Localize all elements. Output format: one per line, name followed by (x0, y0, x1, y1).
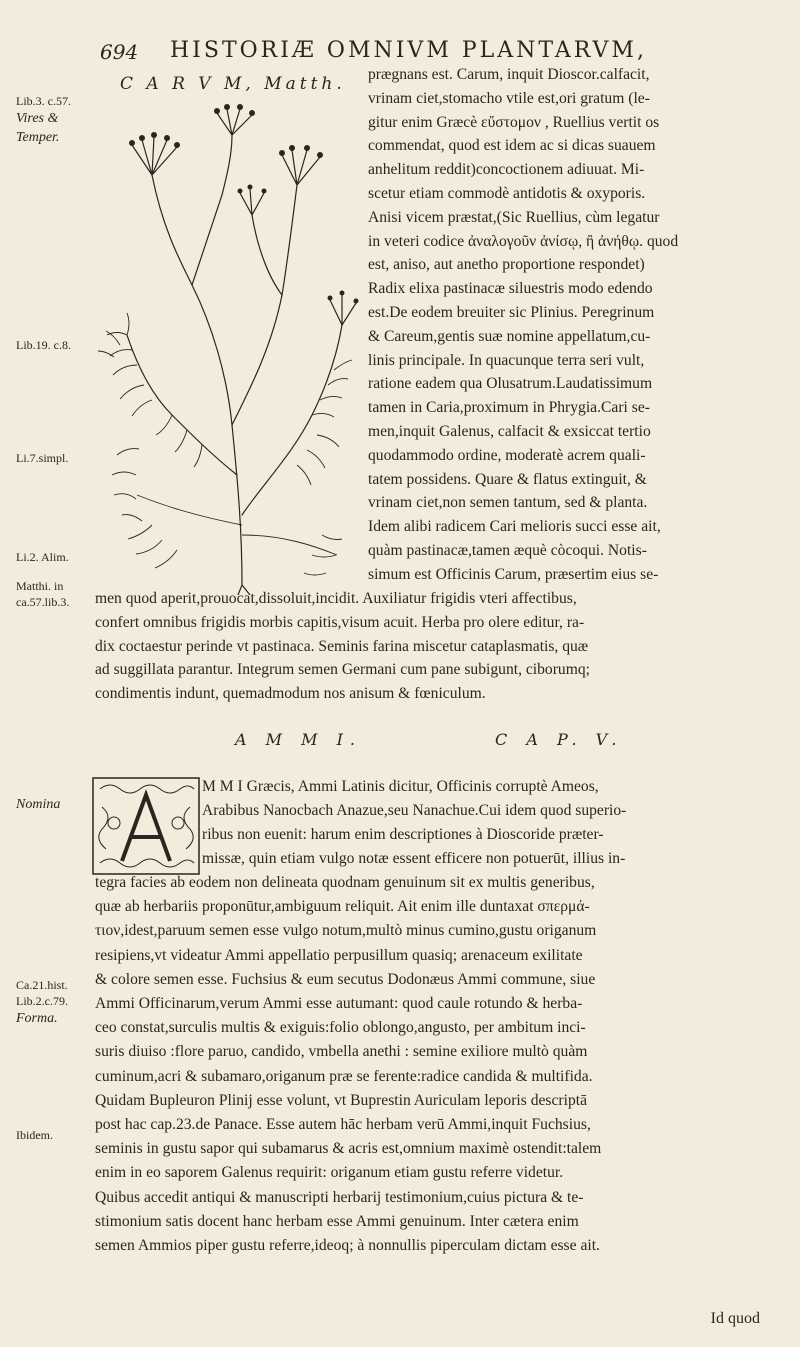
text-line: quodammodo ordine, moderatè acrem quali- (368, 446, 646, 464)
text-line: missæ, quin etiam vulgo notæ essent efficere non potuerūt, illius in- (202, 850, 626, 867)
margin-note: Temper. (16, 130, 60, 145)
text-line: M M I Græcis, Ammi Latinis dicitur, Officinis corruptè Ameos, (202, 778, 599, 795)
text-line: confert omnibus frigidis morbis capitis,visum acuit. Herba pro olere editur, ra- (95, 613, 585, 631)
margin-note: Forma. (16, 1011, 58, 1026)
text-line: seminis in gustu sapor qui subamarus & acris est,omnium maximè ostendit:talem (95, 1140, 602, 1158)
text-line: commendat, quod est idem ac si dicas suauem (368, 137, 656, 155)
text-line: tatem possidens. Quare & flatus extinguit, & (368, 470, 647, 488)
margin-note: Li.2. Alim. (16, 550, 69, 564)
text-line: τιον,idest,paruum semen esse vulgo notum,multò minus cumino,gustu origanum (95, 922, 597, 940)
text-line: dix coctaestur perinde vt pastinaca. Seminis farina miscetur cataplasmatis, quæ (95, 637, 589, 655)
running-title: HISTORIÆ OMNIVM PLANTARVM, (170, 38, 647, 63)
text-line: enim in eo saporem Galenus requirit: origanum etiam gustu referre videtur. (95, 1164, 564, 1182)
text-line: quæ ab herbariis proponūtur,ambiguum reliquit. Ait enim ille duntaxat σπερμά- (95, 898, 590, 916)
margin-note: Lib.3. c.57. (16, 94, 71, 108)
margin-note: Lib.2.c.79. (16, 994, 68, 1008)
margin-note: Li.7.simpl. (16, 451, 69, 465)
text-line: cuminum,acri & subamaro,origanum præ se ferente:radice candida & multifida. (95, 1067, 593, 1085)
text-line: linis principale. In quacunque terra seri vult, (368, 351, 645, 369)
text-line: Ammi Officinarum,verum Ammi esse autumant: quod caule rotundo & herba- (95, 995, 583, 1012)
text-line: ratione eadem qua Olusatrum.Laudatissimum (368, 375, 653, 393)
text-line: Radix elixa pastinacæ siluestris modo edendo (368, 280, 653, 298)
text-line: in veteri codice ἀναλογοῦν ἀνίσῳ, ἢ ἀνήθῳ. quod (368, 232, 679, 250)
text-line: vrinam ciet,stomacho vtile est,ori gratum (le- (368, 89, 650, 107)
text-line: men quod aperit,prouocat,dissoluit,incidit. Auxiliatur frigidis vteri affectibus, (95, 590, 577, 607)
text-line: semen Ammios piper gustu referre,ideoq; à nonnullis piperculam dictam esse ait. (95, 1237, 600, 1254)
text-line: Anisi vicem præstat,(Sic Ruellius, cùm legatur (368, 208, 660, 226)
margin-note: Vires & (16, 111, 59, 126)
margin-note: Ca.21.hist. (16, 978, 68, 992)
text-line: est.De eodem breuiter sic Plinius. Peregrinum (368, 304, 655, 321)
text-line: stimonium satis docent hanc herbam esse Ammi genuinum. Inter cætera enim (95, 1212, 579, 1230)
text-line: men,inquit Galenus, calfacit & exsiccat tertio (368, 423, 651, 440)
text-line: tegra facies ab eodem non delineata quodnam genuinum sit ex multis generibus, (95, 874, 595, 891)
text-line: tamen in Caria,proximum in Phrygia.Cari se- (368, 399, 650, 417)
catchword: Id quod (710, 1310, 760, 1327)
text-line: ceo constat,surculis multis & exiguis:folio oblongo,angusto, per ambitum inci- (95, 1019, 586, 1037)
text-line: Quibus accedit antiqui & manuscripti herbarij testimonium,cuius pictura & te- (95, 1188, 584, 1206)
text-line: Idem alibi radicem Cari melioris succi esse ait, (368, 518, 661, 536)
text-line: ribus non euenit: harum enim descriptiones à Dioscoride præter- (202, 826, 604, 843)
chapter-title-ammi: A M M I. (235, 730, 362, 749)
chapter-title-carum: C A R V M, Matth. (120, 74, 346, 94)
chapter-number: C A P. V. (495, 730, 624, 749)
text-line: quàm pastinacæ,tamen æquè còcoqui. Notis- (368, 542, 647, 559)
text-line: resipiens,vt videatur Ammi appellatio perpusillum quasiq; arenaceum exilitate (95, 946, 583, 964)
text-line: anhelitum reddit)concoctionem adiuuat. Mi- (368, 161, 645, 179)
caraway-plant-woodcut (92, 95, 362, 595)
margin-note: Ibidem. (16, 1128, 53, 1142)
text-line: Quidam Bupleuron Plinij esse volunt, vt Buprestin Auriculam leporis descriptā (95, 1091, 588, 1109)
decorated-initial-a (92, 777, 200, 875)
text-line: & Careum,gentis suæ nomine appellatum,cu- (368, 327, 651, 345)
text-line: suris diuiso :flore paruo, candido, vmbella anethi : semine exiliore multò quàm (95, 1043, 588, 1061)
text-line: condimentis indunt, quemadmodum nos anisum & fœniculum. (95, 685, 486, 703)
text-line: scetur etiam commodè antidotis & oxyporis. (368, 185, 646, 202)
text-line: Arabibus Nanocbach Anazue,seu Nanachue.Cui idem quod superio- (202, 802, 627, 819)
page-number: 694 (100, 40, 139, 64)
text-line: ad suggillata parantur. Integrum semen Germani cum pane subigunt, ciborumq; (95, 661, 590, 679)
text-line: gitur enim Græcè εὔστομον , Ruellius vertit os (368, 113, 660, 131)
text-line: est, aniso, aut anetho proportione respondet) (368, 256, 645, 274)
margin-note: Nomina (16, 797, 61, 812)
text-line: & colore semen esse. Fuchsius & eum secutus Dodonæus Ammi commune, siue (95, 970, 596, 988)
text-line: prægnans est. Carum, inquit Dioscor.calfacit, (368, 66, 650, 83)
margin-note: ca.57.lib.3. (16, 595, 70, 609)
text-line: post hac cap.23.de Panace. Esse autem hāc herbam verū Ammi,inquit Fuchsius, (95, 1116, 591, 1133)
margin-note: Lib.19. c.8. (16, 338, 71, 352)
text-line: vrinam ciet,non semen tantum, sed & planta. (368, 494, 648, 512)
margin-note: Matthi. in (16, 579, 64, 593)
text-line: simum est Officinis Carum, præsertim eius se- (368, 565, 659, 583)
